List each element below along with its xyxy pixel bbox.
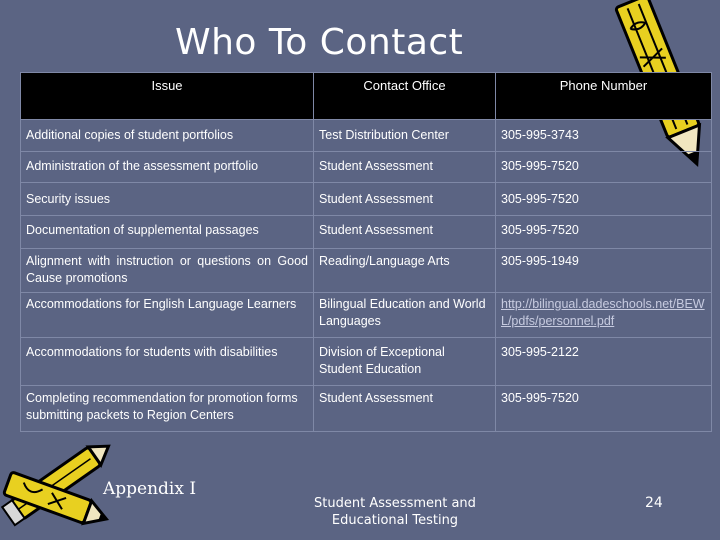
table-row — [21, 249, 712, 293]
phone-cell: 305-995‑2122 — [496, 338, 712, 386]
office-cell: Reading/Language Arts — [314, 249, 496, 293]
header-issue: Issue — [21, 73, 314, 120]
header-phone-number: Phone Number — [496, 73, 712, 120]
department-footer: Student Assessment and Educational Testing — [314, 496, 476, 528]
issue-cell: Accommodations for English Language Learners — [21, 293, 314, 338]
table-row — [21, 183, 712, 216]
table-row — [21, 338, 712, 386]
office-cell: Student Assessment — [314, 152, 496, 183]
table-header-row — [21, 73, 712, 120]
pencils-icon — [0, 430, 120, 540]
issue-cell: Additional copies of student portfolios — [21, 120, 314, 152]
issue-cell: Accommodations for students with disabilities — [21, 338, 314, 386]
office-cell: Division of Exceptional Student Education — [314, 338, 496, 386]
issue-cell: Security issues — [21, 183, 314, 216]
table-row — [21, 120, 712, 152]
issue-cell: Completing recommendation for promotion forms submitting packets to Region Centers — [21, 386, 314, 432]
office-cell: Student Assessment — [314, 183, 496, 216]
page-title: Who To Contact — [175, 22, 464, 63]
office-cell: Bilingual Education and World Languages — [314, 293, 496, 338]
page-number: 24 — [645, 495, 663, 511]
table-row — [21, 386, 712, 432]
phone-cell — [496, 293, 712, 338]
issue-cell: Administration of the assessment portfolio — [21, 152, 314, 183]
issue-cell: Alignment with instruction or questions on Good Cause promotions — [21, 249, 314, 293]
header-contact-office: Contact Office — [314, 73, 496, 120]
contact-table — [20, 72, 712, 432]
table-row — [21, 152, 712, 183]
appendix-label: Appendix I — [103, 479, 197, 499]
issue-cell: Documentation of supplemental passages — [21, 216, 314, 249]
bilingual-pdf-link[interactable]: http://bilingual.dadeschools.net/BEWL/pdfs/personnel.pdf — [501, 297, 705, 328]
phone-cell: 305-995-1949 — [496, 249, 712, 293]
office-cell: Student Assessment — [314, 386, 496, 432]
phone-cell: 305-995‑7520 — [496, 216, 712, 249]
office-cell: Student Assessment — [314, 216, 496, 249]
office-cell: Test Distribution Center — [314, 120, 496, 152]
table-row — [21, 293, 712, 338]
phone-cell: 305-995-7520 — [496, 386, 712, 432]
phone-cell: 305-995-7520 — [496, 183, 712, 216]
table-row — [21, 216, 712, 249]
phone-cell: 305-995‑7520 — [496, 152, 712, 183]
phone-cell: 305-995‑3743 — [496, 120, 712, 152]
